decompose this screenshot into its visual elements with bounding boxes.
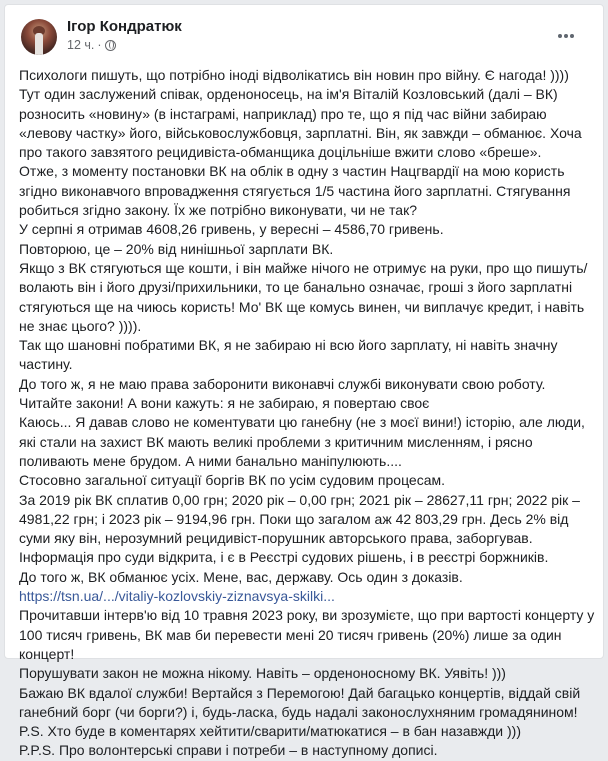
globe-icon — [105, 40, 116, 51]
more-options-icon[interactable] — [551, 25, 581, 47]
article-link[interactable]: https://tsn.ua/.../vitaliy-kozlovskiy-ziznavsya-skilki... — [19, 588, 335, 605]
post-paragraph: Порушувати закон не можна нікому. Навіть – орденоносному ВК. Уявіть! ))) — [19, 665, 506, 682]
post-paragraph: До того ж, ВК обманює усіх. Мене, вас, державу. Ось один з доказів. — [19, 568, 463, 585]
post-body — [19, 66, 595, 761]
post-header — [19, 17, 589, 59]
post-paragraph: Каюсь... Я давав слово не коментувати цю ганебну (не з моєї вини!) історію, але люди, які стали на захист ВК мають великі проблеми з критичним мисленням, і рясно поливають мене брудом. А ними банально маніпулюють.... — [19, 414, 585, 469]
post-paragraph: Бажаю ВК вдалої служби! Вертайся з Перемогою! Дай багацько концертів, віддай свій ганебний борг (чи борги?) і, будь-ласка, будь надалі законослухняним громадянином! — [19, 684, 581, 720]
post-paragraph: Повторюю, це – 20% від нинішньої зарплати ВК. — [19, 240, 334, 257]
post-meta — [67, 38, 116, 52]
post-paragraph: P.P.S. Про волонтерські справи і потреби – в наступному дописі. — [19, 742, 438, 759]
post-paragraph: P.S. Хто буде в коментарях хейтити/сварити/матюкатися – в бан назавжди ))) — [19, 723, 521, 740]
post-paragraph: Так що шановні побратими ВК, я не забираю ні всю його зарплату, ні навіть значну частину. — [19, 337, 558, 373]
post-paragraph: До того ж, я не маю права заборонити виконавчі службі виконувати свою роботу. Читайте закони! А вони кажуть: я не забираю, я повертаю своє — [19, 375, 546, 412]
post-paragraph: Психологи пишуть, що потрібно іноді відволікатись він новин про війну. Є нагода! )))) — [19, 67, 569, 83]
dot — [558, 34, 562, 38]
post-paragraph: Тут один заслужений співак, орденоносець, на ім'я Віталій Козловський (далі – ВК) розносить «новину» (в інстаграмі, наприклад) про те, що я під час війни забираю «левову частку» його, військовослужбовця, зарплатні. Він, як завжди – обманює. Хоча про такого завзятого рецидивіста-обманщика доцільніше вжити слово «бреше». — [19, 86, 582, 161]
dot — [564, 34, 568, 38]
post-paragraph: У серпні я отримав 4608,26 гривень, у вересні – 4586,70 гривень. — [19, 221, 444, 238]
post-time[interactable]: 12 ч. — [67, 38, 95, 52]
post-paragraph: Отже, з моменту постановки ВК на облік в одну з частин Нацгвардії на мою користь згідно виконавчого впровадження стягується 1/5 частина його зарплатні. Стягування робиться згідно закону. Їх же потрібно виконувати, чи не так? — [19, 163, 571, 219]
post-paragraph: Якщо з ВК стягуються ще кошти, і він майже нічого не отримує на руки, про що пишуть/волають він і його друзі/прихильники, то це банально означає, гроші з його зарплатні стягуються ще на чиюсь користь! Мо' ВК ще комусь винен, чи виплачує кредит, і навіть не знає цього? )))). — [19, 259, 588, 334]
post-card — [4, 4, 604, 759]
post-paragraph: Стосовно загальної ситуації боргів ВК по усім судовим процесам. — [19, 472, 446, 489]
author-name[interactable]: Ігор Кондратюк — [67, 18, 182, 35]
avatar[interactable] — [21, 19, 57, 55]
dot — [570, 34, 574, 38]
meta-separator: · — [97, 38, 102, 52]
post-paragraph: Прочитавши інтерв'ю від 10 травня 2023 року, ви зрозумієте, що при вартості концерту у 100 тисяч гривень, ВК мав би перевести мені 20 тисяч гривень (20%) лише за один концерт! — [19, 607, 595, 662]
post-paragraph: За 2019 рік ВК сплатив 0,00 грн; 2020 рік – 0,00 грн; 2021 рік – 28627,11 грн; 2022 рік – 4981,22 грн; і 2023 рік – 9194,96 грн. Поки що загалом аж 42 803,29 грн. Десь 2% від суми яку він, нерозумний рецидивіст-порушник авторського права, заборгував. Інформація про суди відкрита, і є в Реєстрі судових рішень, і в реєстрі боржників. — [19, 491, 580, 566]
avatar-figure-shape — [35, 33, 43, 55]
